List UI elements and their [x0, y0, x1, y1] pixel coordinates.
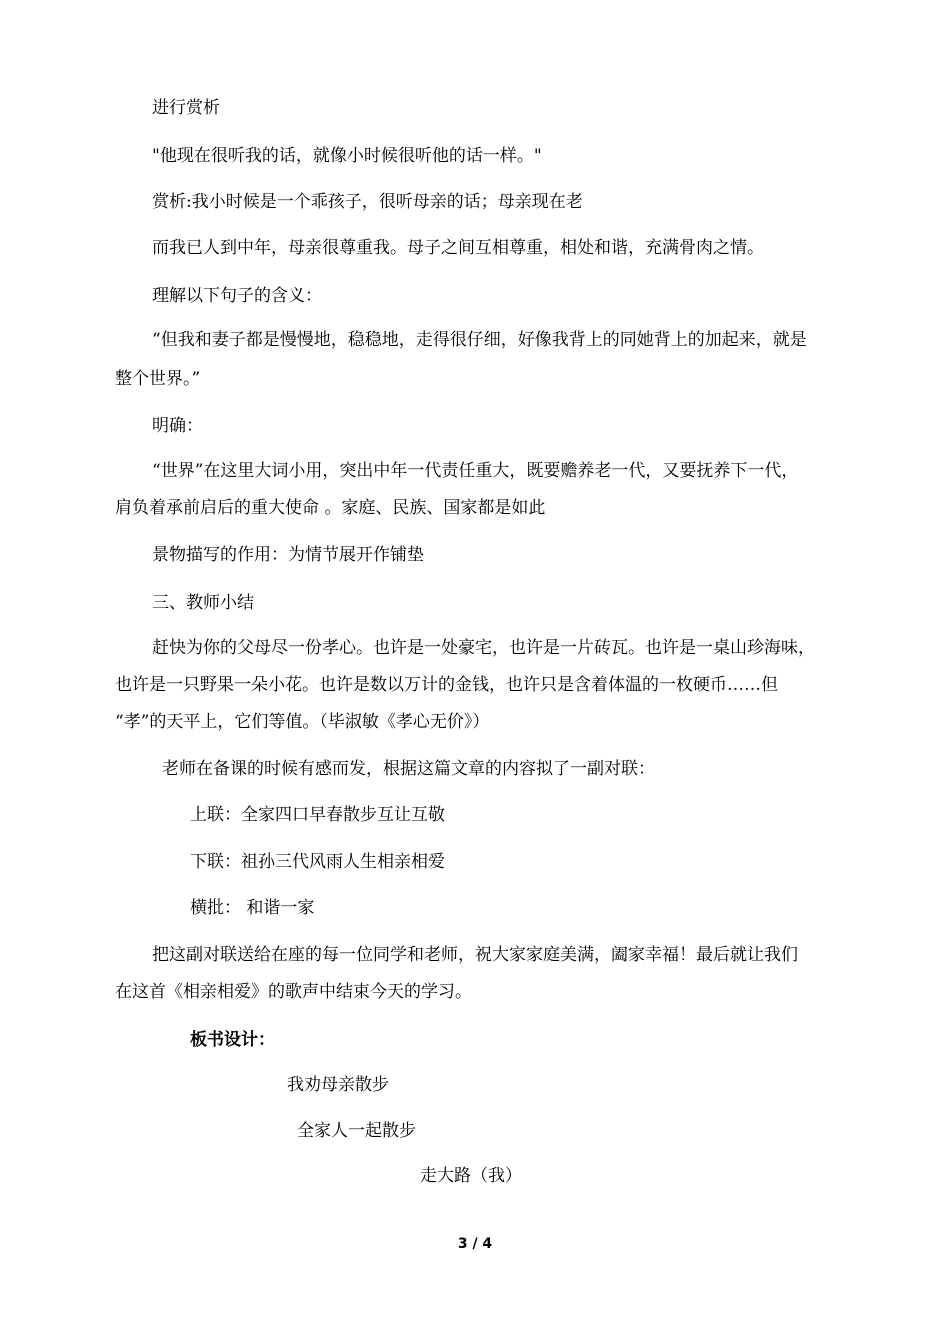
text-line: 肩负着承前启后的重大使命 。家庭、民族、国家都是如此: [115, 498, 546, 518]
text-line: 把这副对联送给在座的每一位同学和老师，祝大家家庭美满，阖家幸福！最后就让我们: [152, 945, 798, 965]
text-line: 而我已人到中年，母亲很尊重我。母子之间互相尊重，相处和谐，充满骨肉之情。: [152, 238, 764, 258]
text-line: 赶快为你的父母尽一份孝心。也许是一处豪宅，也许是一片砖瓦。也许是一桌山珍海味，: [152, 638, 815, 658]
text-line: 也许是一只野果一朵小花。也许是数以万计的金钱，也许只是含着体温的一枚硬币……但: [115, 675, 778, 695]
couplet-lower: 下联：祖孙三代风雨人生相亲相爱: [190, 852, 445, 872]
text-line: 在这首《相亲相爱》的歌声中结束今天的学习。: [115, 982, 472, 1002]
text-line: “世界”在这里大词小用，突出中年一代责任重大，既要赡养老一代，又要抚养下一代，: [152, 461, 799, 481]
quoted-sentence: "他现在很听我的话，就像小时候很听他的话一样。": [152, 146, 542, 166]
board-line: 走大路（我）: [420, 1166, 522, 1186]
board-line: 全家人一起散步: [297, 1121, 416, 1141]
section-heading: 三、教师小结: [152, 593, 254, 613]
text-line: 景物描写的作用：为情节展开作铺垫: [152, 545, 424, 565]
text-line: “孝”的天平上，它们等值。（毕淑敏《孝心无价》）: [115, 712, 490, 732]
text-line: 整个世界。”: [115, 369, 201, 389]
text-line: 进行赏析: [152, 98, 220, 118]
couplet-upper: 上联：全家四口早春散步互让互敬: [190, 805, 445, 825]
text-line: 赏析:我小时候是一个乖孩子，很听母亲的话；母亲现在老: [152, 192, 583, 212]
page-number: 3 / 4: [457, 1236, 493, 1252]
board-design-heading: 板书设计：: [190, 1030, 275, 1050]
text-line: 老师在备课的时候有感而发，根据这篇文章的内容拟了一副对联：: [162, 759, 655, 779]
board-line: 我劝母亲散步: [287, 1075, 389, 1095]
text-line: 明确：: [152, 416, 203, 436]
couplet-horizontal: 横批： 和谐一家: [190, 898, 315, 918]
text-line: 理解以下句子的含义：: [152, 286, 322, 306]
quoted-sentence: “但我和妻子都是慢慢地，稳稳地，走得很仔细，好像我背上的同她背上的加起来，就是: [152, 330, 807, 350]
